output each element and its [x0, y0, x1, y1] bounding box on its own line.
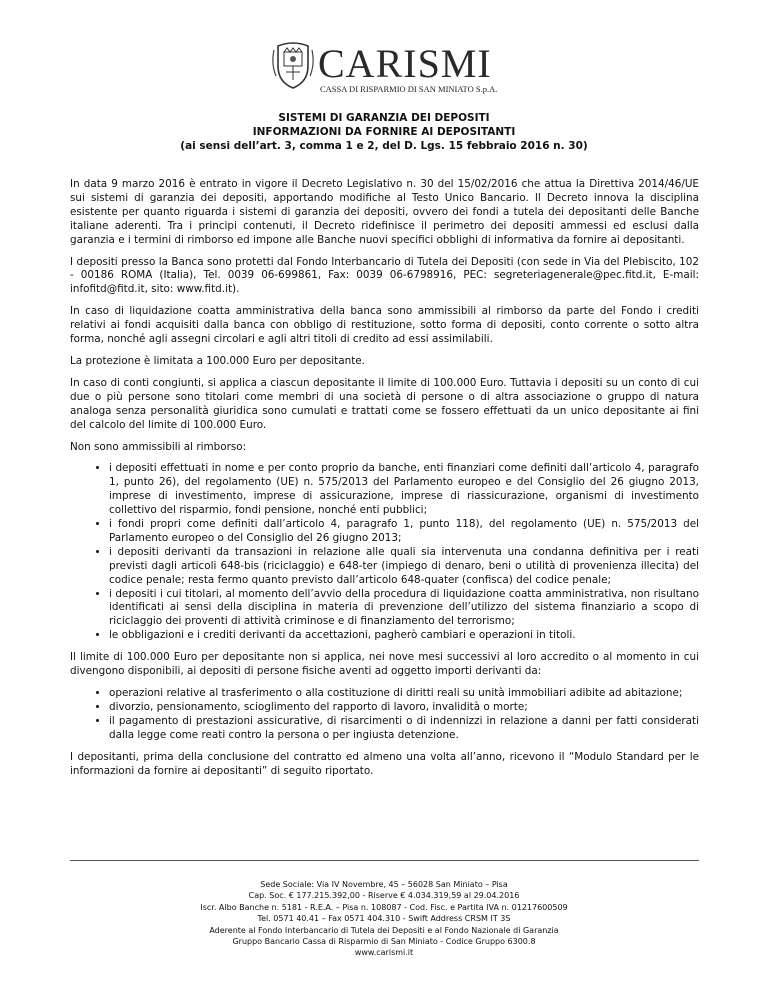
paragraph-protection-limit: La protezione è limitata a 100.000 Euro per depositante.: [70, 354, 365, 367]
list-item: • i depositi i cui titolari, al momento dell’avvio della procedura di liquidazione coatta amministrativa, non risultano identificati ai sensi della disciplina in materia di prevenzione dell’utilizzo del sistema finanziario a scopo di riciclaggio dei proventi di attività criminose e di finanziamento del terrorismo;: [109, 588, 699, 630]
list-item: • i fondi propri come definiti dall’articolo 4, paragrafo 1, punto 118), del regolamento (UE) n. 575/2013 del Parlamento europeo o del Consiglio del 26 giugno 2013;: [109, 518, 699, 546]
list-item: • le obbligazioni e i crediti derivanti da accettazioni, pagherò cambiari e operazioni in titoli.: [109, 629, 699, 643]
derivations-list: [70, 687, 699, 743]
coat-of-arms-icon: [270, 40, 316, 90]
page-footer: [60, 879, 708, 959]
paragraph-intro: In data 9 marzo 2016 è entrato in vigore il Decreto Legislativo n. 30 del 15/02/2016 che attua la Direttiva 2014/46/UE sui sistemi di garanzia dei depositi, apportando modifiche al Testo Unico Bancario. Il Decreto innova la disciplina esistente per quanto riguarda i sistemi di garanzia dei depositi, ovvero dei fondi a tutela dei depositanti delle Banche italiane aderenti. Tra i principi contenuti, il Decreto ridefinisce il perimetro dei depositi ammessi ed esclusi dalla garanzia e i termini di rimborso ed impone alle Banche nuovi specifici obblighi di informativa da fornire ai depositanti.: [70, 178, 699, 246]
footer-registered-office: Sede Sociale: Via IV Novembre, 45 – 56028 San Miniato – Pisa: [260, 880, 508, 889]
exclusions-list: [70, 462, 699, 643]
paragraph-standard-module: I depositanti, prima della conclusione del contratto ed almeno una volta all’anno, ricevono il “Modulo Standard per le informazioni da fornire ai depositanti” di seguito riportato.: [70, 750, 699, 777]
paragraph-liquidation: In caso di liquidazione coatta amministrativa della banca sono ammissibili al rimborso da parte del Fondo i crediti relativi ai fondi acquisiti dalla banca con obbligo di restituzione, sotto forma di depositi, conto corrente o sotto altra forma, nonché agli assegni circolari e agli altri titoli di credito ad essi assimilabili.: [70, 305, 699, 346]
footer-group: Gruppo Bancario Cassa di Risparmio di San Miniato - Codice Gruppo 6300.8: [232, 937, 536, 947]
paragraph-limit-exceptions: Il limite di 100.000 Euro per depositante non si applica, nei nove mesi successivi al loro accredito o al momento in cui divengono disponibili, ai depositi di persone fisiche aventi ad oggetto importi derivanti da:: [70, 651, 699, 678]
footer-registration: Iscr. Albo Banche n. 5181 - R.E.A. – Pisa n. 108087 - Cod. Fisc. e Partita IVA n. 01217600509: [200, 902, 568, 912]
document-body: [70, 178, 699, 786]
document-heading: [60, 111, 708, 153]
list-item: • divorzio, pensionamento, scioglimento del rapporto di lavoro, invalidità o morte;: [109, 701, 699, 715]
bank-logo: [270, 40, 510, 96]
list-item: • i depositi derivanti da transazioni in relazione alle quali sia intervenuta una condanna definitiva per i reati previsti dagli articoli 648-bis (riciclaggio) e 648-ter (impiego di denaro, beni o utilità di provenienza illecita) del codice penale; resta fermo quanto previsto dall’articolo 648-quater (confisca) del codice penale;: [109, 546, 699, 588]
logo-wordmark: CARISMI: [318, 41, 492, 86]
list-item: • i depositi effettuati in nome e per conto proprio da banche, enti finanziari come definiti dall’articolo 4, paragrafo 1, punto 26), del regolamento (UE) n. 575/2013 del Parlamento europeo e del Consiglio del 26 giugno 2013, imprese di investimento, imprese di assicurazione, imprese di riassicurazione, organismi di investimento collettivo del risparmio, fondi pensione, nonché enti pubblici;: [109, 462, 699, 518]
paragraph-fund-contacts: I depositi presso la Banca sono protetti dal Fondo Interbancario di Tutela dei Depositi (con sede in Via del Plebiscito, 102 - 00186 ROMA (Italia), Tel. 0039 06-699861, Fax: 0039 06-6798916, PEC: segreteriagenerale@pec.fitd.it, E-mail: infofitd@fitd.it, sito: www.fitd.it).: [70, 255, 699, 296]
footer-divider: [70, 860, 699, 861]
footer-membership: Aderente al Fondo Interbancario di Tutela dei Depositi e al Fondo Nazionale di Garanzia: [209, 925, 559, 935]
heading-title: SISTEMI DI GARANZIA DEI DEPOSITI: [278, 112, 490, 124]
paragraph-exclusions-intro: Non sono ammissibili al rimborso:: [70, 440, 247, 453]
heading-legal-reference: (ai sensi dell’art. 3, comma 1 e 2, del D. Lgs. 15 febbraio 2016 n. 30): [180, 140, 588, 152]
footer-share-capital: Cap. Soc. € 177.215.392,00 - Riserve € 4.034.319,59 al 29.04.2016: [248, 891, 520, 901]
footer-website: www.carismi.it: [354, 948, 414, 958]
footer-contacts: Tel. 0571 40.41 – Fax 0571 404.310 - Swift Address CRSM IT 3S: [257, 914, 511, 924]
list-item: • operazioni relative al trasferimento o alla costituzione di diritti reali su unità immobiliari adibite ad abitazione;: [109, 687, 699, 701]
heading-subtitle: INFORMAZIONI DA FORNIRE AI DEPOSITANTI: [252, 126, 516, 138]
paragraph-joint-accounts: In caso di conti congiunti, si applica a ciascun depositante il limite di 100.000 Euro. Tuttavia i depositi su un conto di cui due o più persone sono titolari come membri di una società di persone o di altra associazione o gruppo di natura analoga senza personalità giuridica sono cumulati e trattati come se fossero effettuati da un unico depositante ai fini del calcolo del limite di 100.000 Euro.: [70, 376, 699, 431]
logo-subtitle: CASSA DI RISPARMIO DI SAN MINIATO S.p.A.: [320, 84, 498, 94]
list-item: • il pagamento di prestazioni assicurative, di risarcimenti o di indennizzi in relazione a danni per fatti considerati dalla legge come reati contro la persona o per ingiusta detenzione.: [109, 715, 699, 743]
